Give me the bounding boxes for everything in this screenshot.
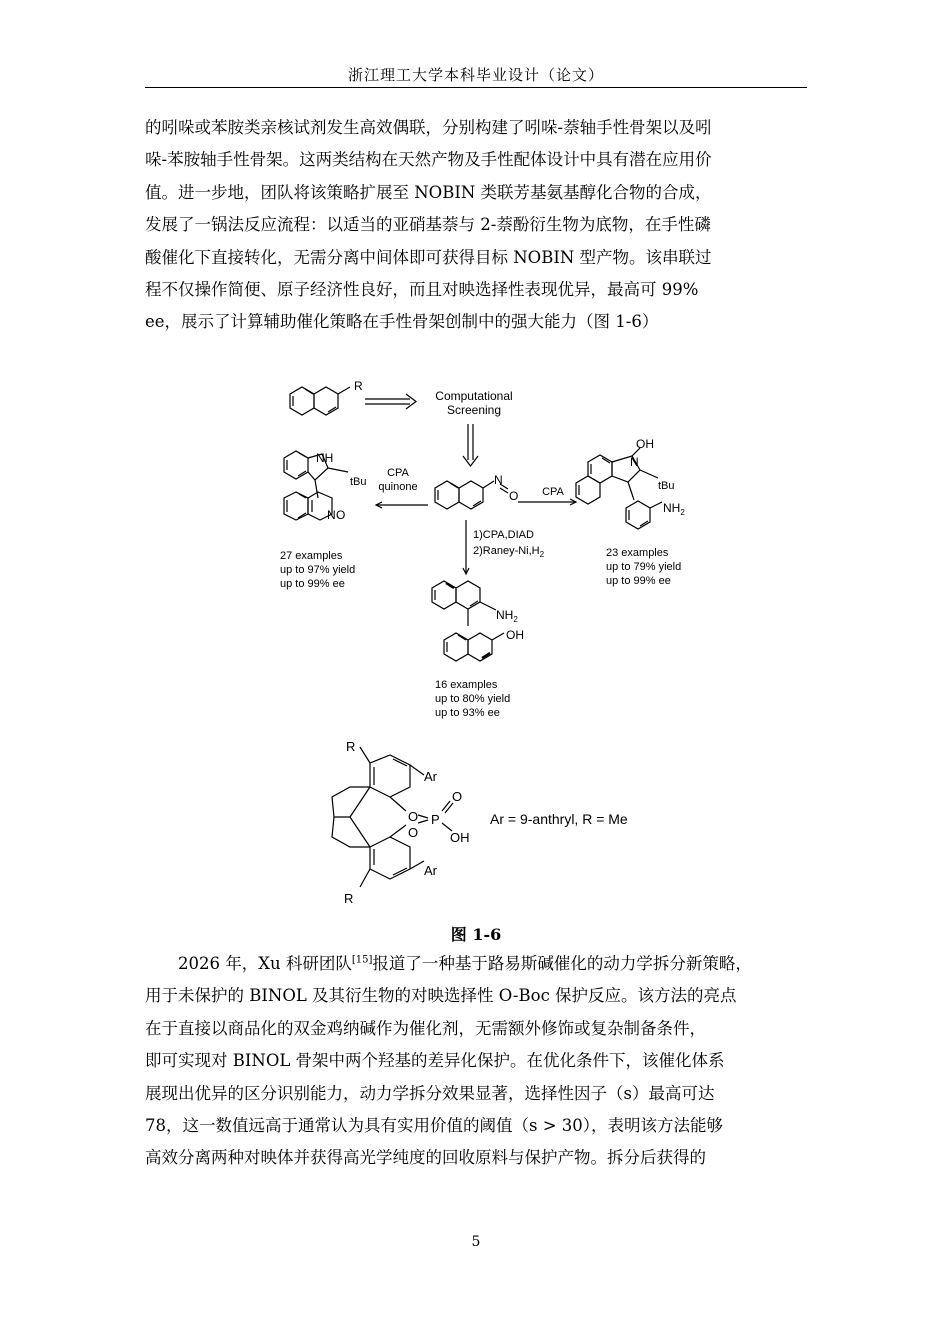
right-n: N [630,455,639,469]
left-cond-cpa: CPA [387,467,409,479]
nobin-product [432,581,504,661]
text-line: 展现出优异的区分识别能力，动力学拆分效果显著，选择性因子（s）最高可达 [145,1083,715,1103]
running-header: 浙江理工大学本科毕业设计（论文） [347,66,604,84]
text-line: 哚-苯胺轴手性骨架。这两类结构在天然产物及手性配体设计中具有潜在应用价 [145,150,712,170]
right-stat: up to 99% ee [606,575,671,587]
bottom-stat: up to 80% yield [435,693,511,705]
left-stat: up to 97% yield [280,564,356,576]
figure-caption: 图 1-6 [450,925,502,944]
ar-top: Ar [424,769,437,784]
left-o: O [336,508,346,522]
right-oh: OH [636,437,654,451]
down-cond-2: $2)Raney-Ni,H_2$ [473,545,545,559]
left-n: N [327,508,336,522]
citation: [15] [351,954,373,966]
o-double: O [452,789,463,804]
bottom-oh: OH [506,628,524,642]
reaction-scheme [270,378,690,726]
ar-bottom: Ar [424,863,437,878]
computational-label: Computational [435,389,513,403]
text-line: 发展了一锅法反应流程：以适当的亚硝基萘与 2-萘酚衍生物为底物，在手性磷 [145,215,711,235]
o-top: O [408,809,419,824]
right-tbu: tBu [658,480,675,492]
text-line: 用于未保护的 BINOL 及其衍生物的对映选择性 O-Boc 保护反应。该方法的亮点 [145,986,737,1006]
oh-group: OH [450,830,470,845]
text-line: 2026 年，Xu 科研团队[15]报道了一种基于路易斯碱催化的动力学拆分新策略， [178,954,752,973]
left-tbu: tBu [350,476,367,488]
text-line: ee，展示了计算辅助催化策略在手性骨架创制中的强大能力（图 1-6） [145,312,659,332]
screening-label: Screening [446,403,502,417]
left-cond-quinone: quinone [378,481,418,493]
text-line: 在于直接以商品化的双金鸡纳碱作为催化剂，无需额外修饰或复杂制备条件， [145,1018,706,1038]
right-nh2: $NH_2$ [663,501,685,517]
left-nh: NH [316,451,334,465]
naphthalene-substrate [290,387,350,415]
text-line: 即可实现对 BINOL 骨架中两个羟基的差异化保护。在优化条件下，该催化体系 [145,1051,725,1071]
arrow-right [518,499,576,505]
left-stat: 27 examples [280,550,343,562]
benzoindole-aniline-product [576,448,662,529]
r-top: R [346,739,356,754]
paragraph-1 [145,112,807,339]
r-bottom: R [344,891,354,906]
r-label: R [354,379,363,393]
text-line: 的吲哚或苯胺类亲核试剂发生高效偶联，分别构建了吲哚-萘轴手性骨架以及吲 [145,118,712,137]
catalyst-structure [320,735,680,910]
paragraph-2 [145,948,807,1175]
right-stat: up to 79% yield [606,561,682,573]
down-cond-1: 1)CPA,DIAD [473,529,534,541]
right-cond-cpa: CPA [542,486,564,498]
text-line: 程不仅操作简便、原子经济性良好，而且对映选择性表现优异，最高可 99% [145,279,699,299]
right-stat: 23 examples [606,547,669,559]
p-atom: P [431,812,440,827]
center-n: N [494,473,503,487]
text-line: 值。进一步地，团队将该策略扩展至 NOBIN 类联芳基氨基醇化合物的合成， [145,182,712,202]
center-o: O [509,489,519,503]
left-stat: up to 99% ee [280,578,345,590]
text-line: 高效分离两种对映体并获得高光学纯度的回收原料与保护产物。拆分后获得的 [145,1148,706,1168]
bottom-stat: 16 examples [435,679,498,691]
open-arrow-right [365,394,416,409]
bottom-stat: up to 93% ee [435,707,500,719]
open-arrow-down [463,424,478,466]
arrow-left [376,502,428,508]
text-line: 78，这一数值远高于通常认为具有实用价值的阈值（s > 30），表明该方法能够 [145,1115,724,1135]
catalyst-definition: Ar = 9-anthryl, R = Me [490,811,628,827]
arrow-down [463,520,469,574]
o-bottom: O [408,825,419,840]
text-line: 酸催化下直接转化，无需分离中间体即可获得目标 NOBIN 型产物。该串联过 [145,247,712,267]
header-rule [145,87,807,88]
bottom-nh2: $NH_2$ [496,608,518,624]
page-number: 5 [471,1234,481,1250]
